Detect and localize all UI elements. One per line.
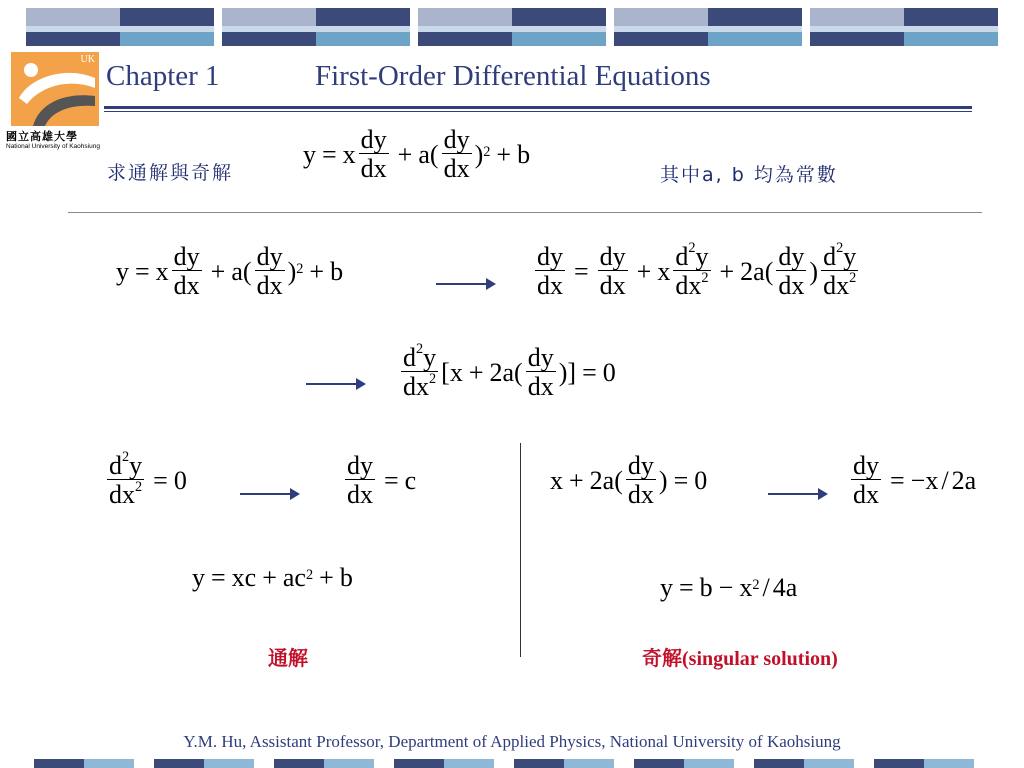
math-sym: 0 bbox=[173, 466, 187, 496]
math-sym: d bbox=[675, 242, 689, 271]
math-sym: y bbox=[660, 573, 673, 602]
decor-block bbox=[634, 759, 734, 768]
math-sym: ( bbox=[429, 140, 439, 170]
math-op: = bbox=[890, 466, 905, 496]
numerator bbox=[821, 240, 858, 271]
math-sym: 0 bbox=[602, 358, 616, 388]
equation-singular-condition bbox=[550, 452, 707, 510]
exponent: 2 bbox=[135, 478, 143, 495]
math-sym: b bbox=[517, 140, 531, 170]
math-sym: x bbox=[155, 257, 169, 287]
decor-block bbox=[222, 8, 410, 46]
exponent: 2 bbox=[483, 143, 491, 160]
math-sym: ) bbox=[558, 358, 568, 388]
math-sym: 0 bbox=[694, 466, 708, 496]
arrow-right-icon bbox=[436, 283, 494, 285]
numerator: dy bbox=[256, 242, 283, 271]
fraction bbox=[626, 452, 656, 510]
math-op: = bbox=[582, 358, 597, 388]
arrow-right-icon bbox=[768, 493, 826, 495]
math-sym: ] bbox=[567, 358, 577, 388]
exponent: 2 bbox=[305, 566, 314, 583]
math-op: − bbox=[718, 573, 734, 602]
math-op: + bbox=[262, 563, 277, 592]
math-sym: b bbox=[339, 563, 353, 592]
general-solution-label: 通解 bbox=[268, 646, 308, 670]
exponent: 2 bbox=[296, 260, 304, 277]
title-rule bbox=[104, 106, 972, 109]
numerator bbox=[673, 240, 710, 271]
singular-label-en: (singular solution) bbox=[682, 648, 838, 670]
math-sym: y bbox=[129, 451, 143, 480]
math-sym: ) bbox=[809, 257, 819, 287]
math-op: + bbox=[569, 466, 584, 496]
exponent: 2 bbox=[416, 341, 424, 358]
math-op: = bbox=[673, 466, 689, 496]
denominator: dx bbox=[360, 154, 387, 184]
denominator: dx bbox=[853, 480, 879, 510]
numerator: dy bbox=[599, 242, 626, 271]
exponent: 2 bbox=[688, 240, 696, 257]
denominator: dx bbox=[443, 154, 470, 184]
math-sym: dx bbox=[823, 271, 850, 301]
fraction bbox=[535, 243, 565, 301]
math-sym: y bbox=[303, 140, 316, 170]
math-sym: dx bbox=[109, 480, 135, 510]
math-sym: d bbox=[109, 451, 122, 480]
math-sym: dx bbox=[403, 372, 429, 402]
equation-original bbox=[116, 243, 343, 301]
math-sym: x bbox=[342, 140, 356, 170]
numerator: dy bbox=[537, 242, 563, 271]
numerator bbox=[401, 341, 438, 372]
constant-note: 其中a, b 均為常數 bbox=[660, 164, 838, 186]
fraction bbox=[851, 452, 881, 510]
top-decor-bar bbox=[0, 0, 1024, 48]
decor-block bbox=[274, 759, 374, 768]
equation-singular-slope bbox=[848, 452, 976, 510]
numerator: dy bbox=[527, 343, 554, 372]
numerator: dy bbox=[360, 125, 387, 154]
equation-derivative-constant bbox=[342, 452, 416, 510]
denominator: dx bbox=[599, 271, 626, 301]
denominator: dx bbox=[537, 271, 563, 301]
math-op: = bbox=[322, 140, 337, 170]
math-op: = bbox=[384, 466, 399, 496]
equation-differentiated bbox=[532, 240, 861, 301]
math-op: = bbox=[135, 257, 150, 287]
decor-block bbox=[26, 8, 214, 46]
decor-block bbox=[154, 759, 254, 768]
denominator: dx bbox=[347, 480, 373, 510]
decor-block bbox=[810, 8, 998, 46]
page-title: First-Order Differential Equations bbox=[315, 60, 711, 92]
denominator bbox=[821, 270, 858, 301]
bottom-decor-bar bbox=[0, 759, 1024, 768]
fraction bbox=[255, 243, 285, 301]
math-op: / bbox=[941, 466, 949, 496]
fraction bbox=[821, 240, 858, 301]
equation-second-derivative-zero bbox=[104, 449, 187, 510]
denominator bbox=[107, 479, 144, 510]
math-sym: ) bbox=[287, 257, 297, 287]
equation-singular-solution bbox=[660, 573, 797, 603]
exponent: 2 bbox=[701, 269, 709, 286]
math-sym: ac bbox=[282, 563, 306, 592]
arrow-right-icon bbox=[240, 493, 298, 495]
equation-general-solution bbox=[192, 563, 353, 593]
math-sym: d bbox=[403, 343, 416, 372]
math-op: + bbox=[309, 257, 325, 287]
section-divider bbox=[68, 212, 982, 213]
numerator: dy bbox=[627, 451, 654, 480]
math-sym: ( bbox=[514, 358, 523, 388]
math-sym: 4a bbox=[772, 573, 798, 602]
math-sym: 2a bbox=[951, 466, 977, 496]
chapter-label: Chapter 1 bbox=[106, 60, 220, 92]
math-sym: y bbox=[116, 257, 129, 287]
decor-block bbox=[34, 759, 134, 768]
math-op: = bbox=[153, 466, 168, 496]
math-sym: ( bbox=[614, 466, 623, 496]
fraction bbox=[401, 341, 438, 402]
numerator bbox=[107, 449, 144, 480]
math-sym: 2a bbox=[589, 466, 615, 496]
footer-credit: Y.M. Hu, Assistant Professor, Department of Applied Physics, National University of Kaohsiung bbox=[183, 732, 841, 751]
fraction bbox=[598, 243, 628, 301]
fraction bbox=[107, 449, 144, 510]
decor-block bbox=[394, 759, 494, 768]
logo-badge: UK bbox=[80, 54, 95, 65]
math-sym: c bbox=[404, 466, 417, 496]
exponent: 2 bbox=[752, 576, 760, 593]
math-op: + bbox=[636, 257, 652, 287]
column-divider bbox=[520, 443, 521, 657]
logo-name-cn: 國立高雄大學 bbox=[6, 130, 78, 143]
fraction bbox=[172, 243, 202, 301]
exponent: 2 bbox=[122, 449, 130, 466]
denominator: dx bbox=[778, 271, 805, 301]
math-op: + bbox=[210, 257, 226, 287]
university-logo bbox=[11, 52, 99, 126]
math-sym: y bbox=[695, 242, 709, 271]
singular-label-cn: 奇解 bbox=[642, 646, 682, 670]
math-op: + bbox=[496, 140, 512, 170]
problem-prompt: 求通解與奇解 bbox=[107, 162, 234, 184]
math-sym: b bbox=[330, 257, 344, 287]
math-sym: x bbox=[550, 466, 563, 496]
math-sym: a bbox=[231, 257, 243, 287]
numerator: dy bbox=[853, 451, 879, 480]
decor-block bbox=[874, 759, 974, 768]
decor-block bbox=[614, 8, 802, 46]
math-sym: ( bbox=[764, 257, 774, 287]
math-op: / bbox=[762, 573, 770, 602]
math-sym: b bbox=[699, 573, 713, 602]
exponent: 2 bbox=[429, 370, 437, 387]
fraction bbox=[442, 126, 472, 184]
fraction bbox=[359, 126, 389, 184]
numerator: dy bbox=[347, 451, 373, 480]
numerator: dy bbox=[173, 242, 200, 271]
numerator: dy bbox=[443, 125, 470, 154]
math-op: + bbox=[719, 257, 735, 287]
math-sym: x bbox=[739, 573, 753, 602]
title-rule-thin bbox=[104, 111, 972, 112]
math-op: = bbox=[211, 563, 226, 592]
equation-factored bbox=[398, 341, 616, 402]
exponent: 2 bbox=[849, 269, 857, 286]
math-op: = bbox=[679, 573, 694, 602]
decor-block bbox=[418, 8, 606, 46]
math-sym: y bbox=[192, 563, 205, 592]
denominator bbox=[401, 371, 438, 402]
math-sym: y bbox=[843, 242, 857, 271]
math-sym: [ bbox=[441, 358, 450, 388]
fraction bbox=[526, 344, 556, 402]
denominator bbox=[673, 270, 710, 301]
math-sym: xc bbox=[231, 563, 257, 592]
math-sym: −x bbox=[910, 466, 939, 496]
math-sym: y bbox=[423, 343, 437, 372]
math-sym: x bbox=[449, 358, 463, 388]
fraction bbox=[776, 243, 806, 301]
math-op: + bbox=[468, 358, 484, 388]
math-sym: x bbox=[657, 257, 671, 287]
fraction bbox=[673, 240, 710, 301]
denominator: dx bbox=[527, 372, 554, 402]
denominator: dx bbox=[256, 271, 283, 301]
equation-problem bbox=[303, 126, 530, 184]
math-op: = bbox=[574, 257, 589, 287]
exponent: 2 bbox=[836, 240, 844, 257]
decor-block bbox=[514, 759, 614, 768]
singular-solution-label bbox=[642, 642, 838, 671]
denominator: dx bbox=[627, 480, 654, 510]
math-sym: ) bbox=[474, 140, 484, 170]
denominator: dx bbox=[173, 271, 200, 301]
math-sym: ( bbox=[242, 257, 252, 287]
fraction bbox=[345, 452, 375, 510]
math-sym: ) bbox=[658, 466, 668, 496]
math-sym: dx bbox=[675, 271, 702, 301]
arrow-right-icon bbox=[306, 383, 364, 385]
math-sym: d bbox=[823, 242, 837, 271]
decor-block bbox=[754, 759, 854, 768]
math-sym: 2a bbox=[489, 358, 515, 388]
math-sym: a bbox=[418, 140, 430, 170]
math-sym: 2a bbox=[740, 257, 765, 287]
math-op: + bbox=[397, 140, 413, 170]
numerator: dy bbox=[778, 242, 805, 271]
math-op: + bbox=[319, 563, 334, 592]
logo-name-en: National University of Kaohsiung bbox=[6, 143, 100, 150]
